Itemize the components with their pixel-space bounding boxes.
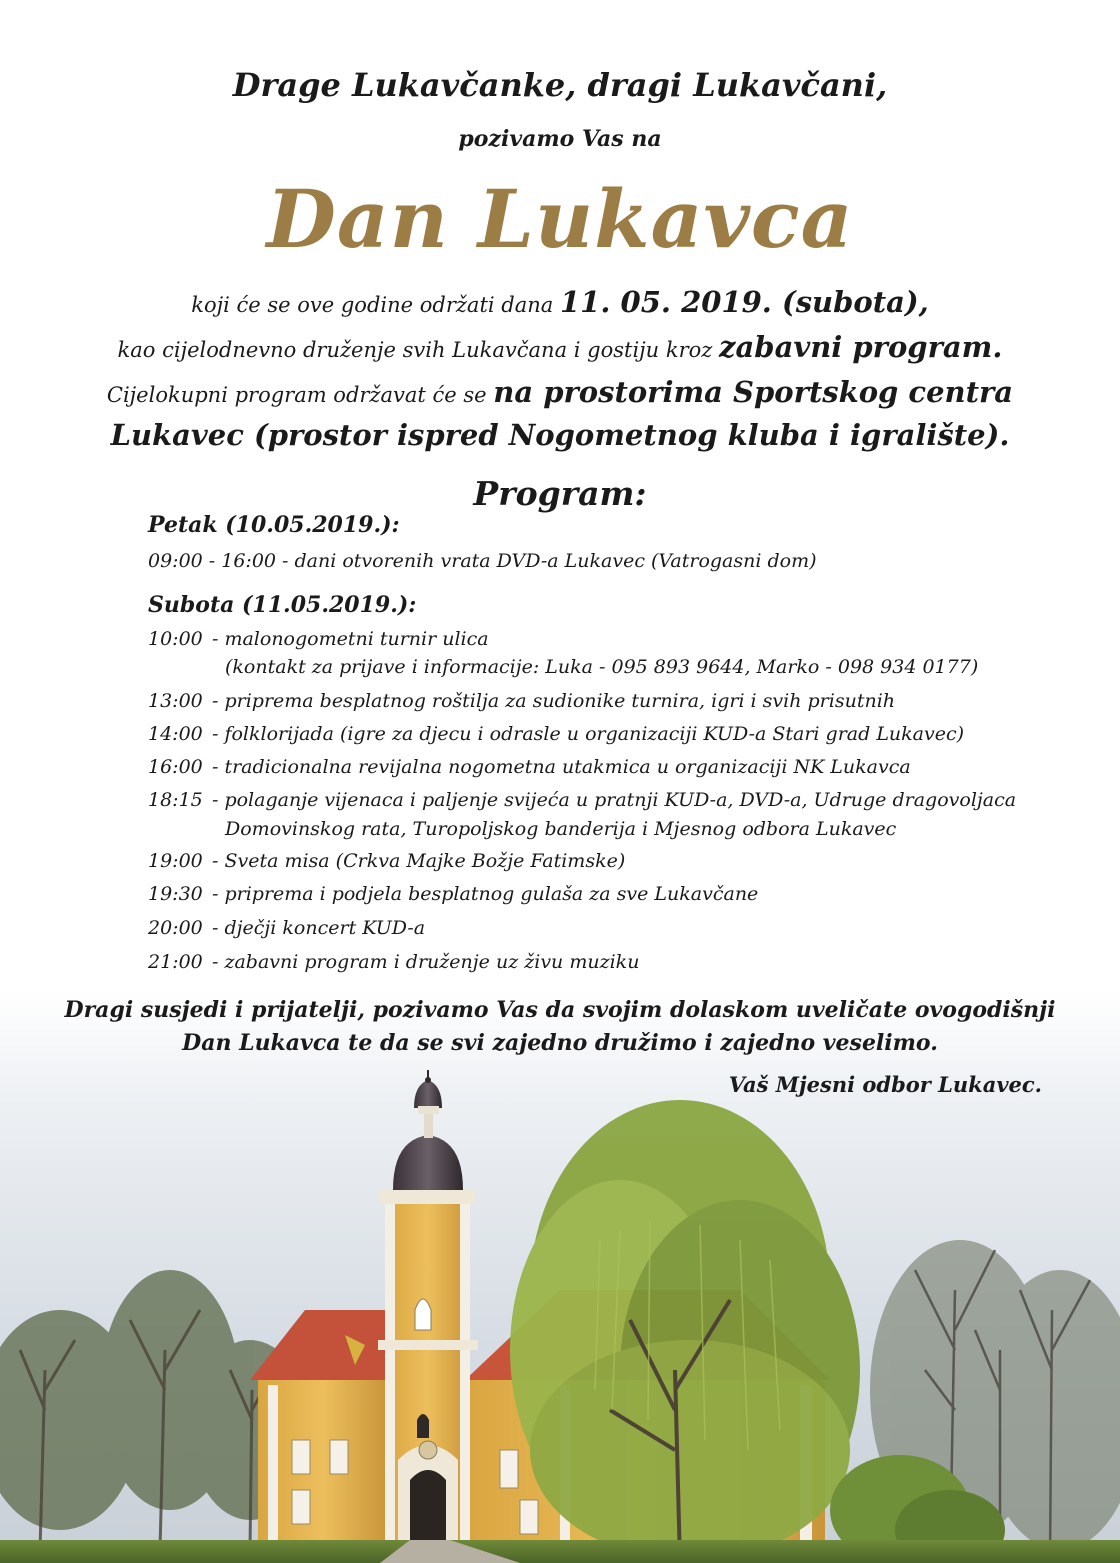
schedule-row bbox=[148, 723, 964, 745]
friday-item: 09:00 - 16:00 - dani otvorenih vrata DVD-a Lukavec (Vatrogasni dom) bbox=[148, 550, 817, 572]
event-title: Dan Lukavca bbox=[266, 172, 854, 266]
schedule-desc: - dječji koncert KUD-a bbox=[212, 917, 426, 939]
schedule-row bbox=[148, 951, 639, 973]
schedule-desc: - tradicionalna revijalna nogometna utakmica u organizaciji NK Lukavca bbox=[212, 756, 911, 778]
schedule-row bbox=[148, 850, 625, 872]
schedule-row bbox=[148, 789, 1016, 811]
schedule-desc: - priprema i podjela besplatnog gulaša za sve Lukavčane bbox=[212, 883, 759, 905]
closing-line-2: Dan Lukavca te da se svi zajedno družimo i zajedno veselimo. bbox=[182, 1030, 938, 1056]
greeting: Drage Lukavčanke, dragi Lukavčani, bbox=[232, 66, 888, 104]
schedule-time: 19:30 bbox=[148, 883, 203, 905]
closing-line-1: Dragi susjedi i prijatelji, pozivamo Vas da svojim dolaskom uveličate ovogodišnji bbox=[64, 997, 1056, 1023]
intro-line-4: Lukavec (prostor ispred Nogometnog kluba i igralište). bbox=[110, 418, 1010, 452]
schedule-desc: - folklorijada (igre za djecu i odrasle u organizaciji KUD-a Stari grad Lukavec) bbox=[212, 723, 965, 745]
intro-line-1: koji će se ove godine održati dana 11. 05. 2019. (subota), bbox=[191, 285, 929, 319]
schedule-row bbox=[148, 690, 895, 712]
program-title: Program: bbox=[473, 474, 647, 513]
schedule-desc-cont: Domovinskog rata, Turopoljskog banderija i Mjesnog odbora Lukavec bbox=[225, 818, 897, 840]
schedule-desc: - zabavni program i druženje uz živu muziku bbox=[212, 951, 640, 973]
intro-line-3: Cijelokupni program održavat će se na prostorima Sportskog centra bbox=[106, 375, 1014, 409]
schedule-time: 10:00 bbox=[148, 628, 203, 650]
schedule-row bbox=[148, 756, 911, 778]
schedule-desc: - malonogometni turnir ulica bbox=[212, 628, 489, 650]
friday-heading: Petak (10.05.2019.): bbox=[148, 512, 400, 538]
schedule-row bbox=[148, 883, 758, 905]
schedule-row bbox=[148, 917, 425, 939]
schedule-time: 19:00 bbox=[148, 850, 203, 872]
schedule-row bbox=[148, 628, 489, 650]
invite-line: pozivamo Vas na bbox=[458, 126, 662, 152]
intro-line-2: kao cijelodnevno druženje svih Lukavčana i gostiju kroz zabavni program. bbox=[117, 330, 1003, 364]
schedule-time: 21:00 bbox=[148, 951, 203, 973]
event-intro bbox=[0, 280, 1120, 460]
schedule-time: 14:00 bbox=[148, 723, 203, 745]
schedule-desc: - polaganje vijenaca i paljenje svijeća u pratnji KUD-a, DVD-a, Udruge dragovoljaca bbox=[212, 789, 1017, 811]
schedule-desc-cont: (kontakt za prijave i informacije: Luka - 095 893 9644, Marko - 098 934 0177) bbox=[225, 656, 979, 678]
schedule-time: 13:00 bbox=[148, 690, 203, 712]
signature: Vaš Mjesni odbor Lukavec. bbox=[728, 1072, 1042, 1097]
schedule-desc: - priprema besplatnog roštilja za sudionike turnira, igri i svih prisutnih bbox=[212, 690, 896, 712]
closing-message bbox=[0, 994, 1120, 1060]
schedule-time: 20:00 bbox=[148, 917, 203, 939]
saturday-heading: Subota (11.05.2019.): bbox=[148, 592, 417, 618]
schedule-desc: - Sveta misa (Crkva Majke Božje Fatimske) bbox=[212, 850, 626, 872]
schedule-time: 16:00 bbox=[148, 756, 203, 778]
schedule-time: 18:15 bbox=[148, 789, 203, 811]
